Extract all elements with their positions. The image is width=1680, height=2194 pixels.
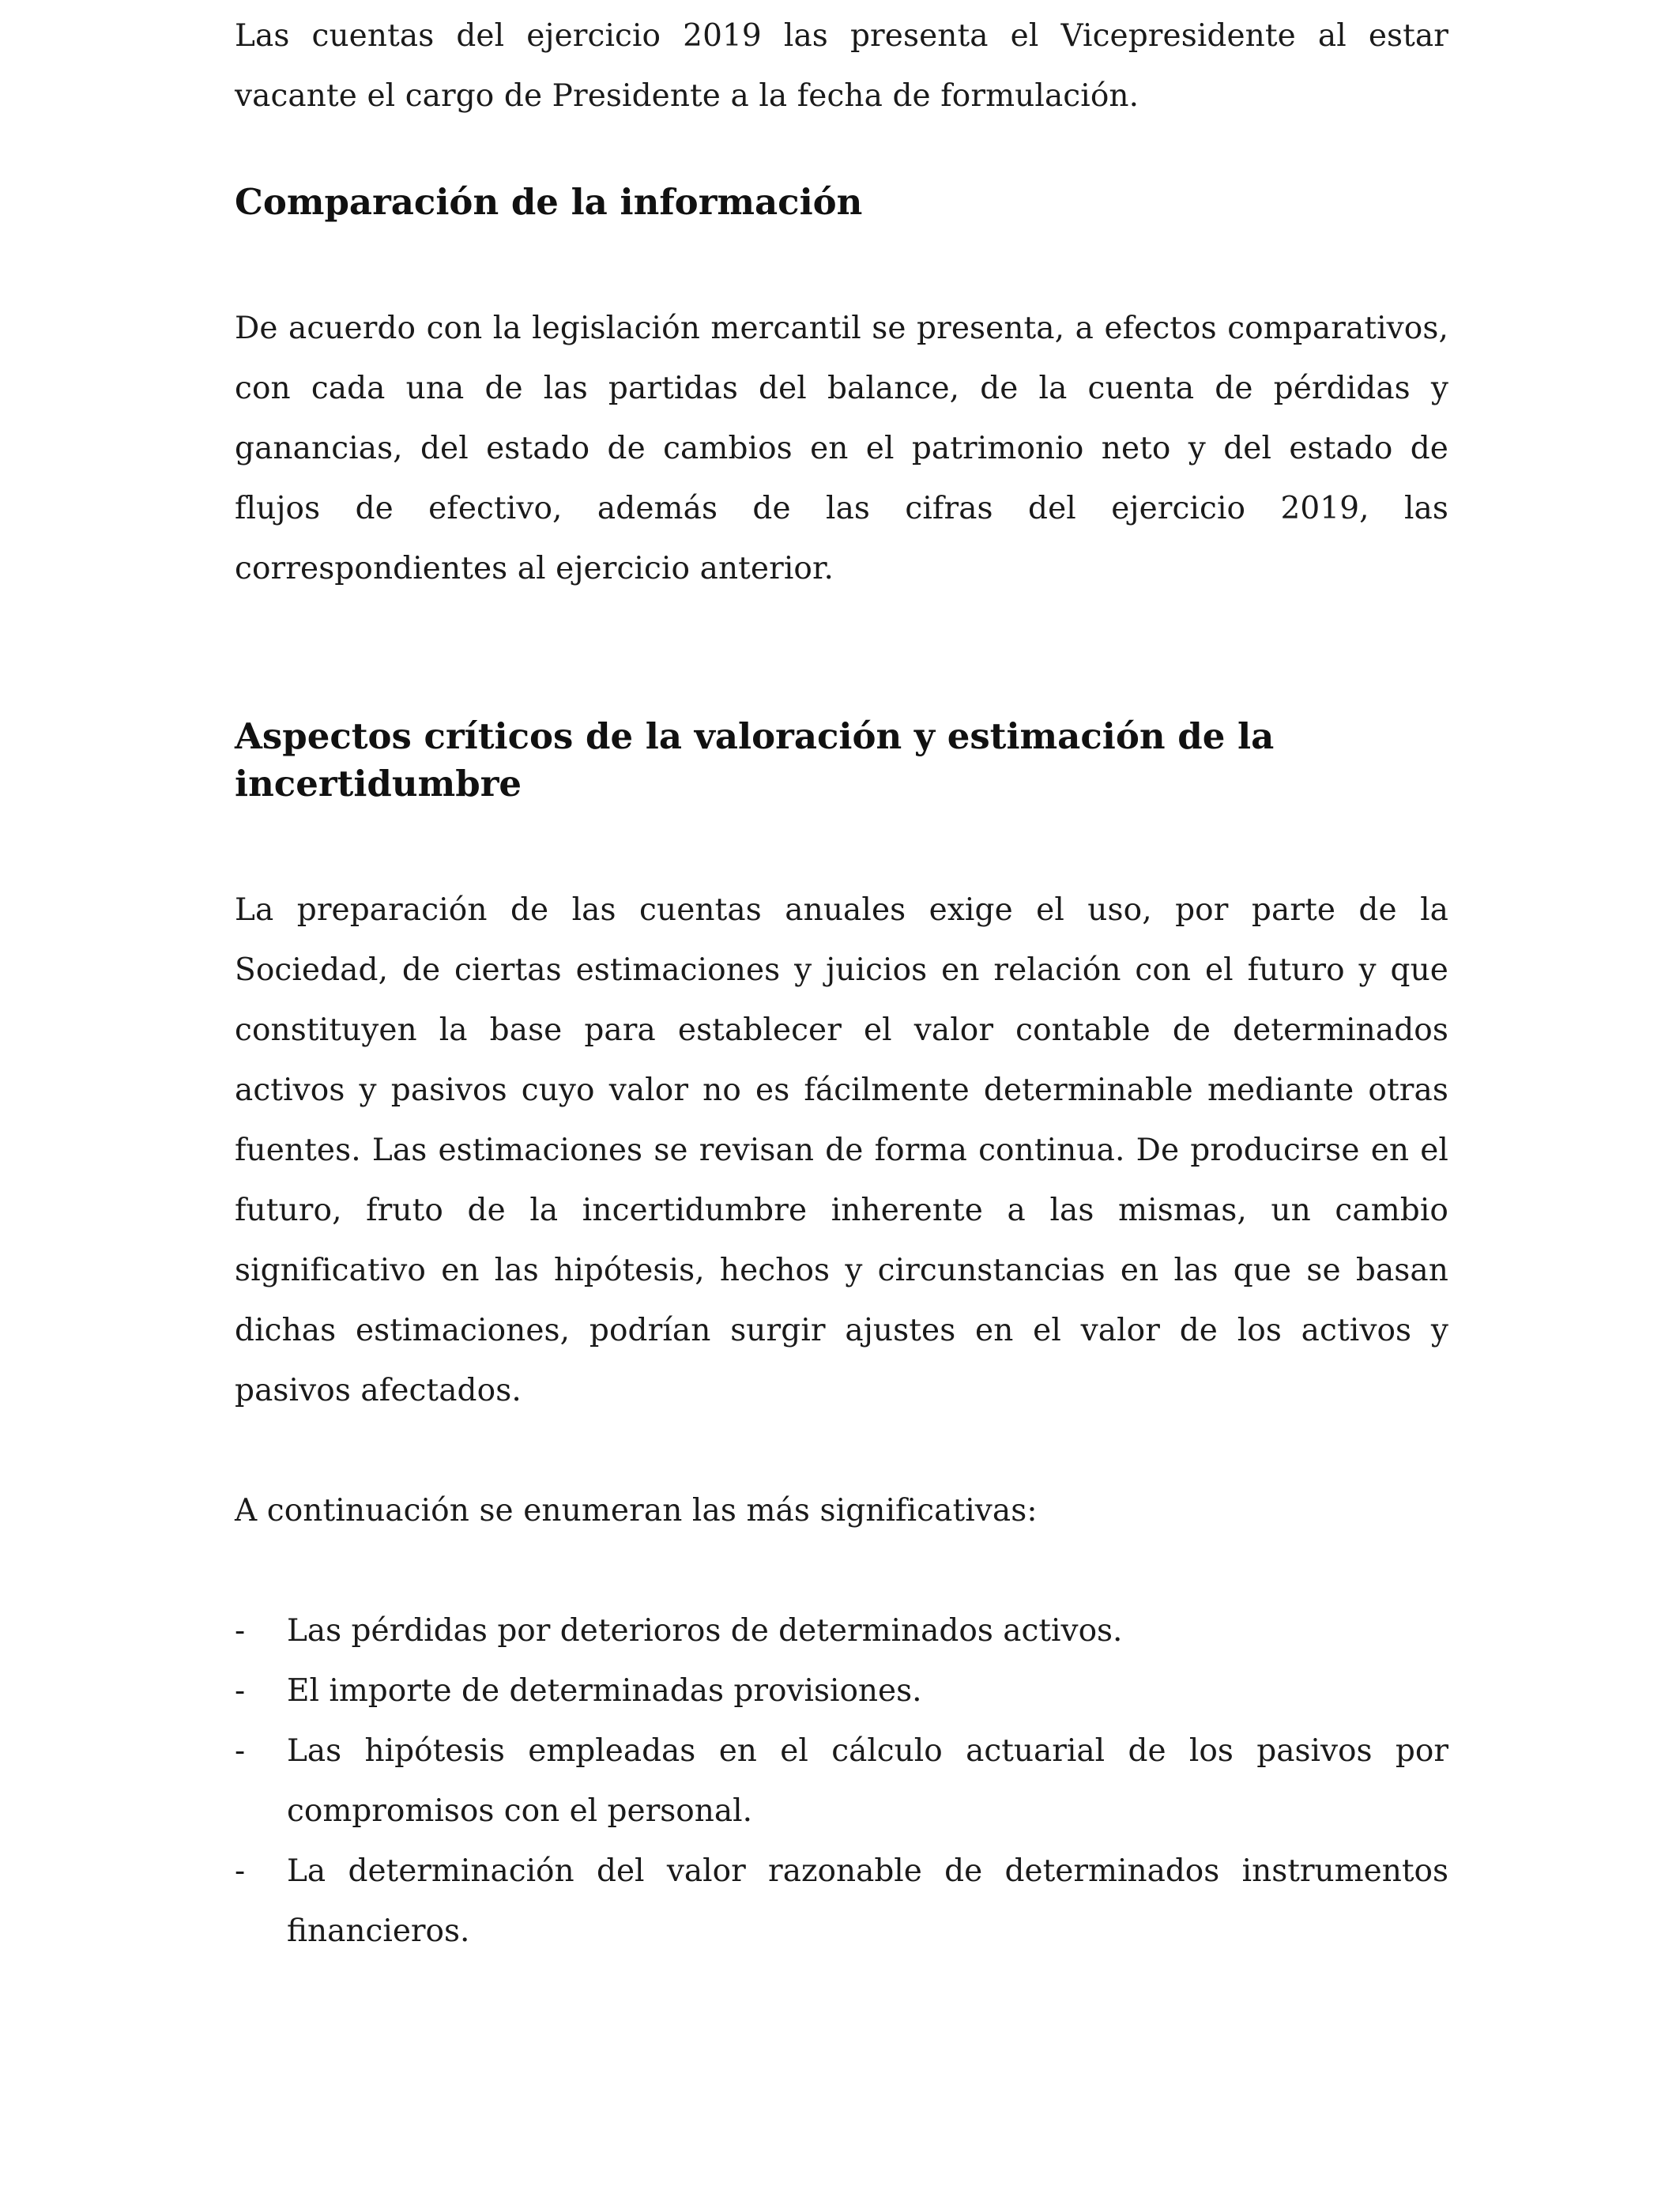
list-item [235,1842,1448,1962]
bullet-dash: - [235,1673,246,1709]
list-item [235,1661,1448,1721]
list-item-text: El importe de determinadas provisiones. [287,1673,922,1709]
list-item-text: Las hipótesis empleadas en el cálculo actuarial de los pasivos por compromisos con el personal. [287,1733,1448,1829]
list-item-text: La determinación del valor razonable de determinados instrumentos financieros. [287,1853,1448,1949]
list-item-text: Las pérdidas por deterioros de determinados activos. [287,1613,1123,1649]
bullet-dash: - [235,1613,246,1649]
section-heading-comparacion: Comparación de la información [235,181,863,223]
bullet-dash: - [235,1733,246,1769]
list-item [235,1601,1448,1661]
section-heading-aspectos: Aspectos críticos de la valoración y estimación de la incertidumbre [235,715,1275,805]
list-intro: A continuación se enumeran las más significativas: [235,1493,1038,1529]
document-page [235,0,1448,1962]
estimates-list [235,1601,1448,1962]
comparacion-paragraph: De acuerdo con la legislación mercantil se presenta, a efectos comparativos, con cada una de las partidas del balance, de la cuenta de pérdidas y ganancias, del estado de cambios en el patrimonio neto y del estado de flujos de efectivo, además de las cifras del ejercicio 2019, las correspondientes al ejercicio anterior. [235,311,1448,586]
intro-paragraph: Las cuentas del ejercicio 2019 las presenta el Vicepresidente al estar vacante el cargo de Presidente a la fecha de formulación. [235,18,1448,114]
bullet-dash: - [235,1853,246,1889]
list-item [235,1721,1448,1842]
aspectos-paragraph: La preparación de las cuentas anuales exige el uso, por parte de la Sociedad, de ciertas estimaciones y juicios en relación con el futuro y que constituyen la base para establecer el valor contable de determinados activos y pasivos cuyo valor no es fácilmente determinable mediante otras fuentes. Las estimaciones se revisan de forma continua. De producirse en el futuro, fruto de la incertidumbre inherente a las mismas, un cambio significativo en las hipótesis, hechos y circunstancias en las que se basan dichas estimaciones, podrían surgir ajustes en el valor de los activos y pasivos afectados. [235,892,1448,1408]
